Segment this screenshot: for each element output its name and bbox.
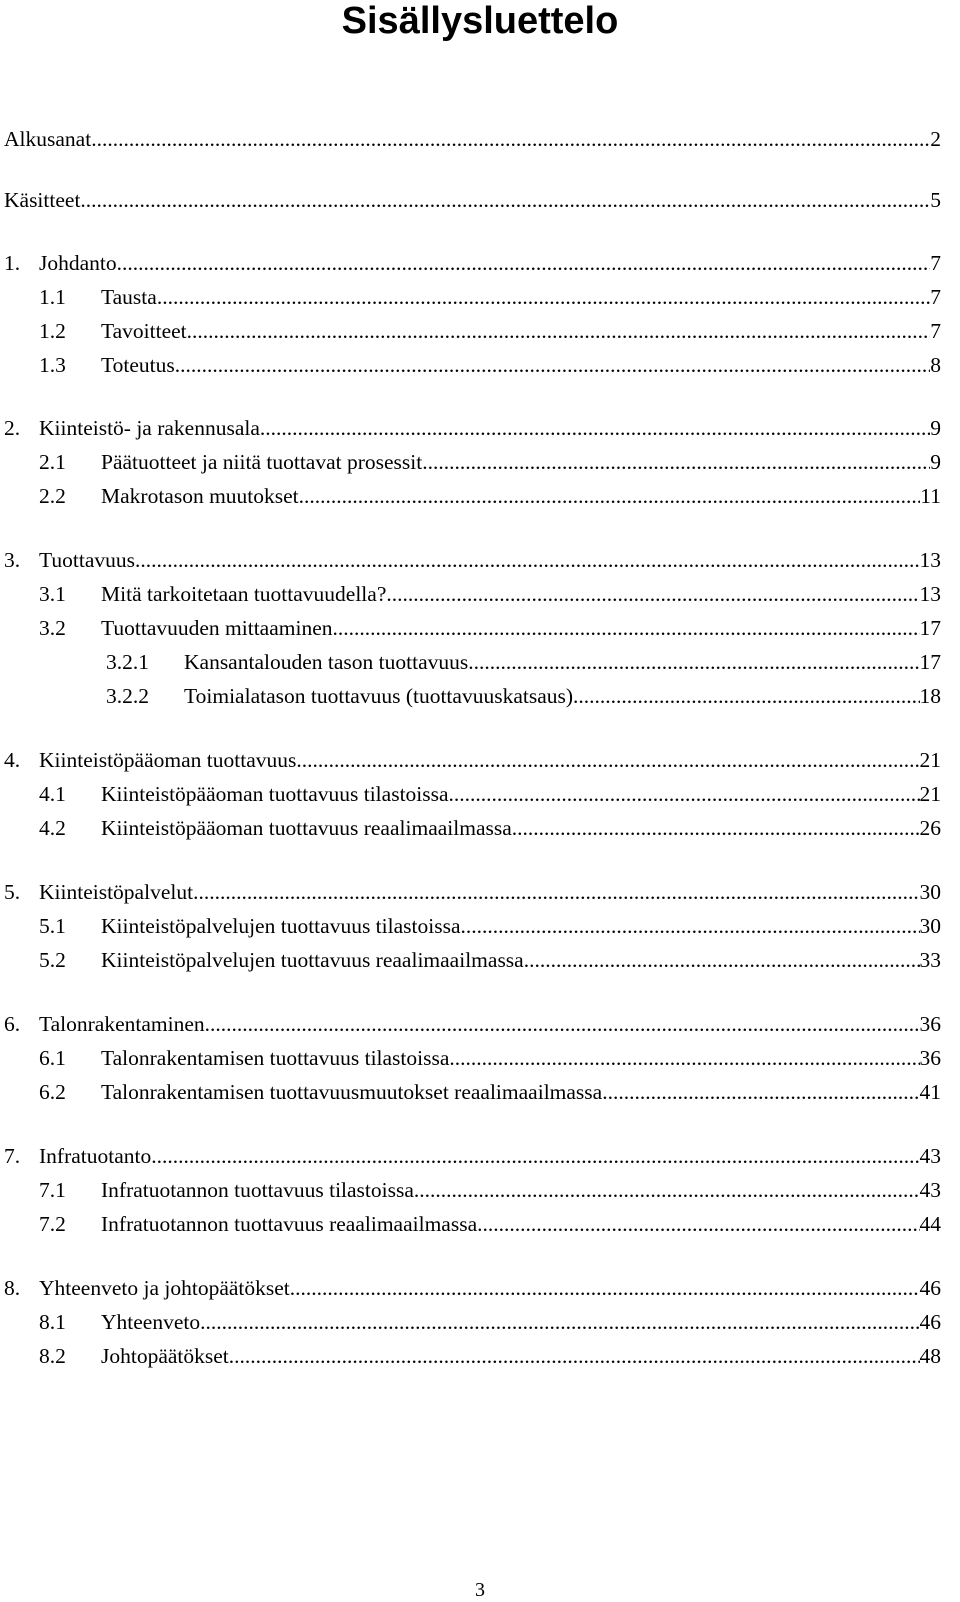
toc-leader-dots (512, 816, 920, 841)
toc-entry-label: Tavoitteet (101, 319, 187, 343)
toc-leader-dots (80, 188, 930, 213)
toc-leader-dots (333, 616, 920, 641)
toc-entry-number: 3.2 (39, 616, 66, 640)
toc-entry[interactable] (0, 880, 941, 908)
toc-entry[interactable] (0, 1276, 941, 1304)
toc-leader-dots (187, 319, 931, 344)
toc-entry-page: 18 (919, 684, 941, 708)
toc-entry[interactable] (0, 748, 941, 776)
toc-entry-page: 11 (920, 484, 941, 508)
toc-entry[interactable] (0, 616, 941, 644)
toc-entry-number: 4. (4, 748, 21, 772)
toc-entry-page: 8 (930, 353, 941, 377)
toc-entry-label: Kiinteistöpääoman tuottavuus reaalimaailmassa (101, 816, 512, 840)
toc-entry-label: Kiinteistöpalvelujen tuottavuus reaalimaailmassa (101, 948, 524, 972)
toc-leader-dots (449, 782, 920, 807)
toc-entry[interactable] (0, 782, 941, 810)
toc-entry[interactable] (0, 319, 941, 347)
toc-entry-number: 1. (4, 251, 21, 275)
toc-entry-label: Kiinteistöpääoman tuottavuus (39, 748, 297, 772)
toc-entry-page: 46 (919, 1310, 941, 1334)
toc-entry[interactable] (0, 948, 941, 976)
toc-entry-label: Kansantalouden tason tuottavuus (184, 650, 469, 674)
toc-entry[interactable] (0, 285, 941, 313)
toc-entry[interactable] (0, 1344, 941, 1372)
toc-entry-number: 8. (4, 1276, 21, 1300)
toc-entry-number: 7.1 (39, 1178, 66, 1202)
toc-entry-page: 5 (930, 188, 941, 212)
toc-entry-number: 1.1 (39, 285, 66, 309)
toc-entry-number: 2.2 (39, 484, 66, 508)
toc-entry[interactable] (0, 1178, 941, 1206)
toc-entry-page: 21 (919, 782, 941, 806)
toc-entry-number: 7.2 (39, 1212, 66, 1236)
toc-leader-dots (151, 1144, 919, 1169)
toc-entry-number: 8.1 (39, 1310, 66, 1334)
toc-entry-page: 44 (919, 1212, 941, 1236)
toc-entry-page: 9 (930, 450, 941, 474)
toc-leader-dots (602, 1080, 919, 1105)
toc-entry-label: Päätuotteet ja niitä tuottavat prosessit (101, 450, 423, 474)
toc-entry-number: 5.1 (39, 914, 66, 938)
toc-entry-number: 2.1 (39, 450, 66, 474)
toc-entry-number: 1.3 (39, 353, 66, 377)
toc-entry-page: 17 (919, 616, 941, 640)
toc-entry-number: 3.2.2 (106, 684, 149, 708)
toc-entry-label: Talonrakentamisen tuottavuusmuutokset reaalimaailmassa (101, 1080, 603, 1104)
toc-leader-dots (468, 650, 919, 675)
toc-entry-page: 26 (919, 816, 941, 840)
toc-entry-label: Käsitteet (4, 188, 81, 212)
toc-entry-label: Kiinteistö- ja rakennusala (39, 416, 260, 440)
toc-entry-label: Talonrakentamisen tuottavuus tilastoissa (101, 1046, 450, 1070)
toc-entry-label: Yhteenveto ja johtopäätökset (39, 1276, 290, 1300)
toc-leader-dots (91, 127, 930, 152)
toc-leader-dots (461, 914, 920, 939)
toc-entry-number: 4.1 (39, 782, 66, 806)
toc-entry-page: 13 (919, 548, 941, 572)
toc-leader-dots (573, 684, 919, 709)
toc-leader-dots (449, 1046, 919, 1071)
toc-entry-label: Toteutus (101, 353, 175, 377)
toc-leader-dots (229, 1344, 920, 1369)
toc-leader-dots (386, 582, 919, 607)
toc-leader-dots (260, 416, 930, 441)
toc-entry-number: 3.1 (39, 582, 66, 606)
toc-entry-page: 30 (919, 880, 941, 904)
toc-entry-page: 17 (919, 650, 941, 674)
toc-entry-label: Johdanto (39, 251, 117, 275)
toc-entry-page: 21 (919, 748, 941, 772)
toc-entry-page: 13 (919, 582, 941, 606)
toc-entry-number: 2. (4, 416, 21, 440)
toc-entry[interactable] (0, 1212, 941, 1240)
toc-entry-label: Kiinteistöpalvelut (39, 880, 194, 904)
toc-entry[interactable] (0, 582, 941, 610)
toc-leader-dots (193, 880, 919, 905)
toc-entry[interactable] (0, 548, 941, 576)
toc-leader-dots (135, 548, 920, 573)
toc-entry-label: Talonrakentaminen (39, 1012, 205, 1036)
toc-leader-dots (296, 748, 919, 773)
toc-entry-label: Mitä tarkoitetaan tuottavuudella? (101, 582, 387, 606)
toc-entry-number: 7. (4, 1144, 21, 1168)
toc-leader-dots (205, 1012, 920, 1037)
toc-entry[interactable] (0, 450, 941, 478)
toc-entry[interactable] (0, 416, 941, 444)
toc-entry-number: 6. (4, 1012, 21, 1036)
page-number: 3 (475, 1579, 485, 1601)
toc-leader-dots (290, 1276, 920, 1301)
toc-entry-page: 46 (919, 1276, 941, 1300)
toc-entry-label: Johtopäätökset (101, 1344, 229, 1368)
toc-entry-label: Yhteenveto (101, 1310, 201, 1334)
toc-entry-page: 30 (919, 914, 941, 938)
toc-leader-dots (524, 948, 920, 973)
toc-entry-label: Infratuotanto (39, 1144, 152, 1168)
toc-entry-label: Tuottavuuden mittaaminen (101, 616, 333, 640)
toc-entry-number: 4.2 (39, 816, 66, 840)
toc-entry[interactable] (0, 1012, 941, 1040)
toc-entry[interactable] (0, 816, 941, 844)
toc-entry[interactable] (0, 684, 941, 712)
toc-entry-label: Kiinteistöpalvelujen tuottavuus tilastoissa (101, 914, 461, 938)
toc-leader-dots (175, 353, 931, 378)
toc-entry[interactable] (0, 188, 941, 216)
toc-entry[interactable] (0, 650, 941, 678)
toc-entry[interactable] (0, 1046, 941, 1074)
toc-entry-number: 8.2 (39, 1344, 66, 1368)
toc-entry-page: 43 (919, 1144, 941, 1168)
toc-entry-page: 7 (930, 319, 941, 343)
toc-leader-dots (477, 1212, 919, 1237)
toc-entry-number: 3. (4, 548, 21, 572)
toc-entry[interactable] (0, 251, 941, 279)
toc-entry-page: 43 (919, 1178, 941, 1202)
toc-entry-number: 6.1 (39, 1046, 66, 1070)
toc-entry-page: 33 (919, 948, 941, 972)
toc-entry[interactable] (0, 1144, 941, 1172)
toc-entry[interactable] (0, 914, 941, 942)
toc-entry-page: 41 (919, 1080, 941, 1104)
toc-entry-page: 7 (930, 285, 941, 309)
toc-entry-label: Infratuotannon tuottavuus reaalimaailmassa (101, 1212, 478, 1236)
toc-leader-dots (157, 285, 930, 310)
toc-entry-number: 5.2 (39, 948, 66, 972)
toc-entry-number: 3.2.1 (106, 650, 149, 674)
toc-entry[interactable] (0, 484, 941, 512)
toc-entry-page: 2 (930, 127, 941, 151)
toc-leader-dots (422, 450, 930, 475)
toc-entry-number: 5. (4, 880, 21, 904)
toc-entry-label: Tausta (101, 285, 157, 309)
toc-entry-label: Toimialatason tuottavuus (tuottavuuskatsaus) (184, 684, 574, 708)
toc-entry[interactable] (0, 1310, 941, 1338)
toc-entry-page: 48 (919, 1344, 941, 1368)
page-title: Sisällysluettelo (341, 0, 619, 42)
toc-entry-label: Tuottavuus (39, 548, 135, 572)
toc-leader-dots (200, 1310, 919, 1335)
toc-entry-label: Kiinteistöpääoman tuottavuus tilastoissa (101, 782, 449, 806)
toc-entry[interactable] (0, 353, 941, 381)
toc-entry-page: 7 (930, 251, 941, 275)
toc-entry-page: 9 (930, 416, 941, 440)
toc-entry-page: 36 (919, 1012, 941, 1036)
toc-leader-dots (299, 484, 921, 509)
toc-entry-number: 1.2 (39, 319, 66, 343)
toc-entry-number: 6.2 (39, 1080, 66, 1104)
toc-leader-dots (414, 1178, 920, 1203)
toc-entry[interactable] (0, 127, 941, 155)
toc-entry-page: 36 (919, 1046, 941, 1070)
toc-entry-label: Infratuotannon tuottavuus tilastoissa (101, 1178, 414, 1202)
toc-leader-dots (117, 251, 931, 276)
toc-entry-label: Makrotason muutokset (101, 484, 299, 508)
toc-entry-label: Alkusanat (4, 127, 92, 151)
toc-entry[interactable] (0, 1080, 941, 1108)
